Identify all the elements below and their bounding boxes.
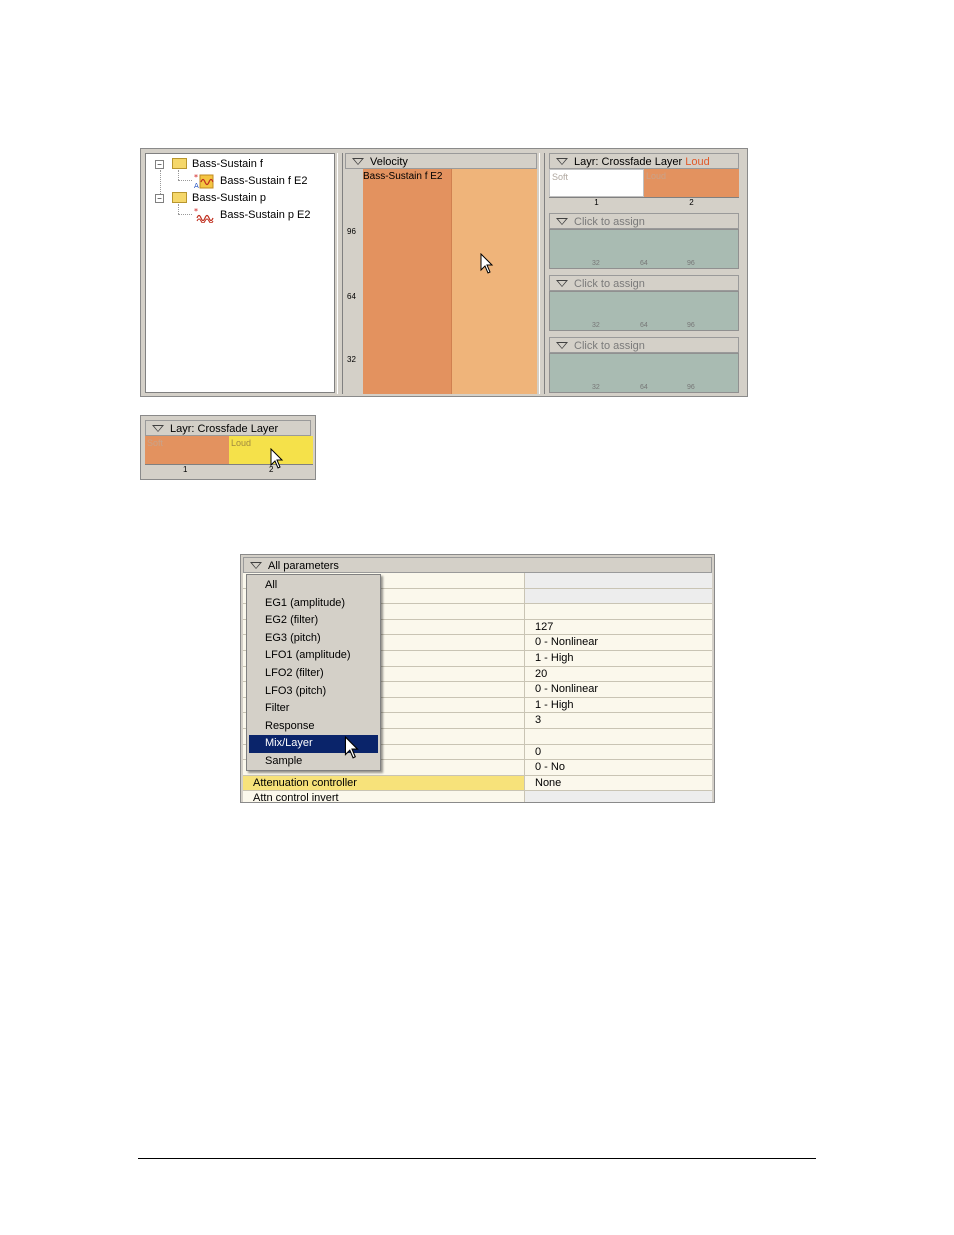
collapse-triangle-icon[interactable] — [556, 158, 568, 165]
velocity-zone-empty[interactable] — [452, 169, 537, 394]
pane-splitter[interactable] — [337, 153, 343, 394]
instrument-editor-screenshot — [140, 148, 748, 397]
tree-item-label: Bass-Sustain p — [192, 192, 266, 204]
parameter-value[interactable]: 0 - Nonlinear — [535, 683, 598, 696]
axis-tick-label: 32 — [592, 260, 600, 267]
folder-icon — [172, 192, 187, 203]
axis-tick-label: 96 — [687, 260, 695, 267]
axis-tick-label: 32 — [592, 322, 600, 329]
parameter-value[interactable] — [525, 729, 712, 744]
layer-cell-label: Loud — [231, 438, 252, 448]
layer-cell-number: 2 — [269, 465, 274, 474]
pane-splitter[interactable] — [539, 153, 545, 394]
dropdown-item[interactable]: LFO3 (pitch) — [265, 684, 327, 697]
layer-panel-title: Layr: Crossfade Layer — [574, 156, 683, 168]
parameter-value[interactable]: 1 - High — [535, 698, 574, 711]
footer-rule — [138, 1158, 816, 1159]
dropdown-item[interactable]: Filter — [265, 702, 290, 715]
axis-tick-label: 96 — [687, 322, 695, 329]
collapse-triangle-icon[interactable] — [556, 280, 568, 287]
layer-cell-number: 1 — [183, 465, 188, 474]
layer-cell-numbers — [145, 464, 313, 475]
assign-panel-title: Click to assign — [574, 278, 645, 290]
dropdown-item[interactable]: Response — [265, 719, 315, 732]
layer-panel-header[interactable] — [145, 420, 311, 436]
layer-panel-title: Layr: Crossfade Layer — [170, 423, 279, 435]
parameter-row[interactable] — [243, 776, 712, 792]
layer-cell-label: Soft — [147, 438, 164, 448]
assign-panel-header[interactable] — [549, 275, 739, 291]
dropdown-item[interactable]: EG2 (filter) — [265, 614, 319, 627]
parameter-value[interactable]: 127 — [535, 620, 554, 633]
assign-plot[interactable] — [549, 353, 739, 393]
layer-cell-soft[interactable] — [549, 169, 644, 197]
axis-tick-label: 32 — [592, 384, 600, 391]
layer-panel-screenshot — [140, 415, 316, 480]
tree-item-label: Bass-Sustain f — [192, 158, 263, 170]
velocity-zone-plot[interactable] — [363, 169, 537, 394]
assign-panel-header[interactable] — [549, 213, 739, 229]
layer-cell-label: Loud — [646, 171, 667, 181]
parameters-panel-header[interactable] — [243, 557, 712, 573]
parameter-name: Attenuation controller — [243, 776, 525, 791]
dropdown-item[interactable]: LFO1 (amplitude) — [265, 649, 351, 662]
velocity-panel-header[interactable] — [345, 153, 537, 169]
assign-panel[interactable] — [549, 337, 739, 393]
zone-label: Bass-Sustain f E2 — [363, 171, 443, 182]
assign-panel[interactable] — [549, 275, 739, 331]
dropdown-item[interactable]: LFO2 (filter) — [265, 667, 324, 679]
parameter-value[interactable] — [525, 573, 712, 588]
assign-panel[interactable] — [549, 213, 739, 269]
sample-waveform-icon — [194, 208, 210, 222]
assign-plot[interactable] — [549, 291, 739, 331]
tree-item-label: Bass-Sustain f E2 — [220, 175, 308, 187]
sample-waveform-icon — [194, 174, 210, 188]
velocity-title: Velocity — [370, 156, 408, 168]
assign-ticks — [550, 322, 738, 330]
dropdown-item[interactable]: All — [265, 579, 278, 591]
dropdown-item[interactable]: EG3 (pitch) — [265, 631, 321, 644]
collapse-icon[interactable]: − — [155, 160, 164, 169]
collapse-triangle-icon[interactable] — [352, 158, 364, 165]
assign-ticks — [550, 260, 738, 268]
assign-plot[interactable] — [549, 229, 739, 269]
parameter-filter-dropdown[interactable] — [246, 574, 381, 771]
assign-panel-header[interactable] — [549, 337, 739, 353]
axis-tick-label: 96 — [687, 384, 695, 391]
collapse-triangle-icon[interactable] — [152, 425, 164, 432]
assign-panel-title: Click to assign — [574, 340, 645, 352]
collapse-icon[interactable]: − — [155, 194, 164, 203]
parameter-value[interactable] — [525, 791, 712, 802]
svg-text:*: * — [194, 174, 198, 182]
axis-tick-label: 64 — [347, 292, 356, 301]
layer-panel-header[interactable] — [549, 153, 739, 169]
parameter-value[interactable]: None — [535, 776, 562, 789]
dropdown-item[interactable]: EG1 (amplitude) — [265, 596, 346, 609]
tree-connector — [178, 170, 179, 180]
parameter-row[interactable] — [243, 791, 712, 802]
layer-cell-loud[interactable] — [644, 169, 739, 197]
svg-text:*: * — [194, 208, 198, 216]
parameters-title: All parameters — [268, 560, 339, 572]
axis-tick-label: 64 — [640, 322, 648, 329]
layer-cells — [549, 169, 739, 205]
parameter-value[interactable]: 20 — [535, 667, 548, 680]
parameter-value[interactable] — [525, 604, 712, 619]
layer-cell-number: 2 — [644, 197, 739, 206]
folder-icon — [172, 158, 187, 169]
axis-tick-label: 64 — [640, 260, 648, 267]
sample-tree — [145, 153, 335, 393]
layer-cell-soft[interactable] — [145, 436, 229, 464]
parameter-name: Attn control invert — [243, 791, 525, 802]
velocity-axis — [345, 169, 364, 394]
tree-item-label: Bass-Sustain p E2 — [220, 209, 311, 221]
axis-tick-label: 96 — [347, 227, 356, 236]
parameter-value[interactable]: 3 — [535, 714, 542, 727]
parameter-value[interactable]: 0 — [535, 745, 542, 758]
active-layer-label: Loud — [685, 156, 710, 168]
layer-cell-number: 1 — [549, 197, 644, 206]
axis-tick-label: 64 — [640, 384, 648, 391]
svg-text:A: A — [194, 182, 199, 189]
tree-connector — [178, 180, 192, 181]
velocity-zone-loud[interactable] — [363, 169, 452, 394]
tree-connector — [178, 204, 179, 214]
parameter-value[interactable]: 0 - No — [535, 761, 565, 774]
parameter-value[interactable] — [525, 589, 712, 604]
collapse-triangle-icon[interactable] — [556, 342, 568, 349]
parameter-value[interactable]: 1 - High — [535, 652, 574, 664]
layer-cell-label: Soft — [552, 172, 569, 182]
assign-ticks — [550, 384, 738, 392]
tree-connector — [160, 170, 161, 194]
collapse-triangle-icon[interactable] — [556, 218, 568, 225]
tree-connector — [178, 214, 192, 215]
collapse-triangle-icon[interactable] — [250, 562, 262, 569]
assign-panel-title: Click to assign — [574, 216, 645, 228]
dropdown-item[interactable]: Sample — [265, 755, 303, 767]
axis-tick-label: 32 — [347, 355, 356, 364]
dropdown-item[interactable]: Mix/Layer — [249, 735, 378, 753]
parameter-value[interactable]: 0 - Nonlinear — [535, 636, 598, 649]
